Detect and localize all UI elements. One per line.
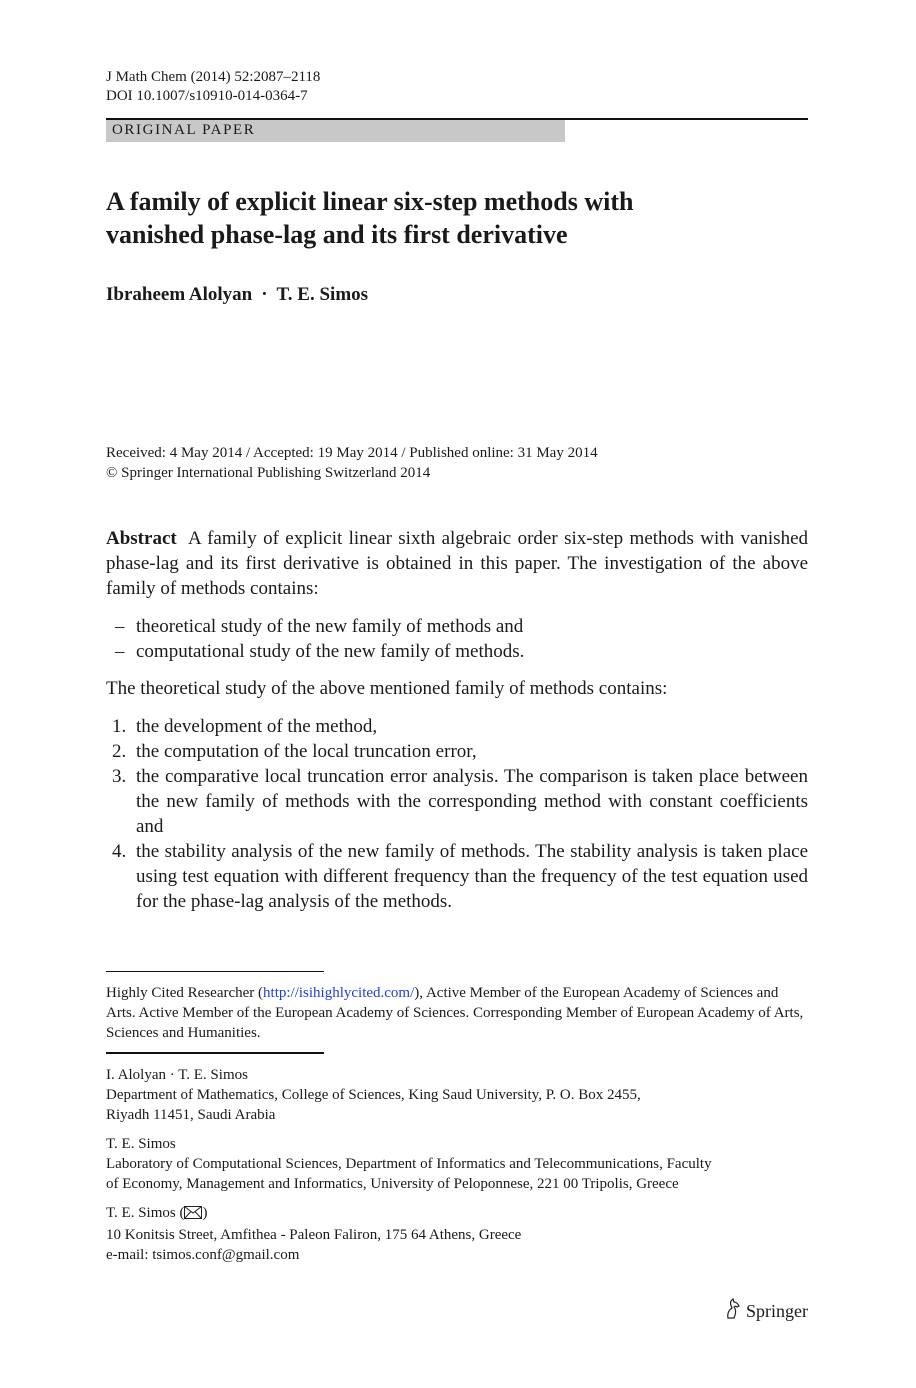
footnote-rule (106, 971, 324, 972)
springer-horse-icon (724, 1298, 742, 1325)
list-item (106, 714, 808, 739)
item-text: the comparative local truncation error analysis. The comparison is taken place between the new family of methods with the corresponding method with constant coefficients and (136, 766, 808, 837)
author-list (106, 284, 368, 306)
affiliation-address: 10 Konitsis Street, Amfithea - Paleon Faliron, 175 64 Athens, Greece (106, 1227, 522, 1243)
item-text: the stability analysis of the new family of methods. The stability analysis is taken place using test equation with different frequency than the frequency of the test equation used for the phase-lag analysis of the methods. (136, 841, 808, 912)
footnote-suffix: ), Active Member of the European Academy of Sciences and Arts. Active Member of the European Academy of Sciences. Corresponding Member of European Academy of Arts, Sciences and Humanities. (106, 985, 804, 1041)
affiliation-address: Department of Mathematics, College of Sciences, King Saud University, P. O. Box 2455, (106, 1087, 641, 1103)
abstract-label: Abstract (106, 528, 177, 549)
list-item (106, 839, 808, 914)
publisher-logo (724, 1298, 808, 1325)
theoretical-study-list (106, 714, 808, 914)
abstract (106, 526, 808, 914)
affiliation-names: I. Alolyan · T. E. Simos (106, 1067, 248, 1083)
item-number: 3. (112, 766, 127, 787)
highly-cited-link[interactable]: http://isihighlycited.com/ (263, 985, 415, 1001)
paper-type-label: ORIGINAL PAPER (106, 120, 565, 142)
article-title (106, 185, 746, 251)
item-number: 1. (112, 716, 127, 737)
author-separator: · (261, 284, 268, 305)
author-footnote (106, 983, 808, 1043)
journal-info (106, 68, 320, 106)
author-name: Ibraheem Alolyan (106, 284, 253, 305)
abstract-middle: The theoretical study of the above mentioned family of methods contains: (106, 678, 668, 699)
affiliation-names: T. E. Simos (106, 1205, 176, 1221)
article-page (106, 0, 808, 1388)
copyright-line: © Springer International Publishing Switzerland 2014 (106, 465, 431, 481)
list-item: – computational study of the new family of methods. (106, 639, 808, 664)
footnote-prefix: Highly Cited Researcher ( (106, 985, 264, 1001)
list-item: – theoretical study of the new family of methods and (106, 614, 808, 639)
corresponding-author: T. E. Simos ( ) (106, 1203, 808, 1225)
abstract-intro-text: A family of explicit linear sixth algebraic order six-step methods with vanished phase-lag and its first derivative is obtained in this paper. The investigation of the above family of methods contains: (106, 528, 809, 599)
title-line-2: vanished phase-lag and its first derivative (106, 220, 568, 249)
affiliation-names: T. E. Simos (106, 1136, 176, 1152)
publisher-name: Springer (746, 1301, 808, 1321)
affiliation-rule (106, 1052, 324, 1054)
abstract-intro (106, 526, 808, 601)
list-item (106, 739, 808, 764)
affiliation-block (106, 1065, 808, 1125)
affiliation-block (106, 1203, 808, 1265)
title-line-1: A family of explicit linear six-step methods with (106, 187, 634, 216)
publication-history (106, 443, 808, 483)
dates-line: Received: 4 May 2014 / Accepted: 19 May 2014 / Published online: 31 May 2014 (106, 445, 598, 461)
mail-icon (184, 1205, 202, 1225)
item-text: the computation of the local truncation error, (136, 741, 477, 762)
list-item (106, 764, 808, 839)
affiliation-block (106, 1134, 808, 1194)
affiliation-address: Laboratory of Computational Sciences, Department of Informatics and Telecommunications, Faculty (106, 1156, 712, 1172)
study-type-list (106, 614, 808, 664)
journal-citation: J Math Chem (2014) 52:2087–2118 (106, 69, 321, 85)
doi: DOI 10.1007/s10910-014-0364-7 (106, 88, 308, 104)
item-text: the development of the method, (136, 716, 378, 737)
author-name: T. E. Simos (276, 284, 369, 305)
item-number: 4. (112, 841, 127, 862)
email-line: e-mail: tsimos.conf@gmail.com (106, 1247, 300, 1263)
affiliation-address: of Economy, Management and Informatics, University of Peloponnese, 221 00 Tripolis, Greece (106, 1176, 679, 1192)
affiliation-address: Riyadh 11451, Saudi Arabia (106, 1107, 276, 1123)
item-number: 2. (112, 741, 127, 762)
